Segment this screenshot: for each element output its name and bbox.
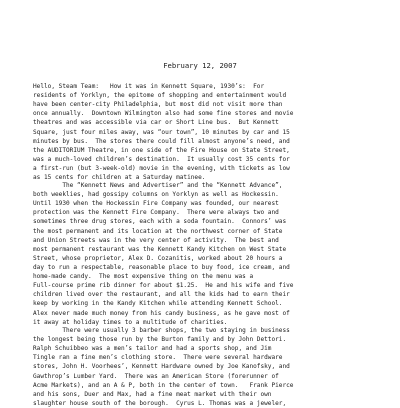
text-line: Street, whose proprietor, Alex D. Cozanitis, worked about 20 hours a: [33, 254, 283, 262]
text-line: minutes by bus. The stores there could fill almost anyone’s need, and: [33, 137, 290, 145]
text-line: sometimes three drug stores, each with a soda fountain. Connors’ was: [33, 218, 287, 226]
text-line: it away at holiday times to a multitude of charities.: [33, 318, 228, 326]
text-line: children lived over the restaurant, and all the kids had to earn their: [33, 291, 290, 299]
text-line: Ralph Schuibbeo was a men’s tailor and had a sports shop, and Jim: [33, 345, 272, 353]
text-line: Hello, Steam Team: How it was in Kennett Square, 1930’s: For: [33, 83, 265, 90]
text-line: theatres and was accessible via car or Short Line bus. But Kennett: [33, 119, 279, 127]
text-line: Acme Markets), and an A & P, both in the center of town. Frank Pierce: [33, 381, 294, 389]
text-line: the longest being those run by the Burton family and by John Dettori.: [33, 336, 287, 344]
text-line: The “Kennett News and Advertiser” and the “Kennett Advance”,: [33, 182, 283, 189]
text-line: Until 1930 when the Hockessin Fire Company was founded, our nearest: [33, 200, 279, 208]
text-line: There were usually 3 barber shops, the two staying in business: [33, 327, 290, 334]
text-line: Alex never made much money from his candy business, as he gave most of: [33, 309, 290, 317]
text-line: stores, John H. Voorhees’, Kennett Hardware owned by Joe Kanofsky, and: [33, 363, 290, 371]
text-line: the AUDITORIUM Theatre, in one side of the Fire House on State Street,: [33, 146, 290, 154]
text-line: Gawthrop’s Lumber Yard. There was an American Store (forerunner of: [33, 372, 279, 380]
text-line: have been center-city Philadelphia, but most did not visit more than: [33, 101, 283, 109]
text-line: Square, just four miles away, was “our town”, 10 minutes by car and 15: [33, 128, 290, 136]
text-line: as 15 cents for children at a Saturday matinee.: [33, 174, 206, 182]
text-line: once annually. Downtown Wilmington also had some fine stores and movie: [33, 110, 294, 118]
text-line: protection was the Kennett Fire Company. There were always two and: [33, 209, 279, 217]
text-line: home-made candy. The most expensive thing on the menu was a: [33, 273, 254, 281]
paragraph-1: [33, 82, 373, 182]
text-line: the most permanent and its location at the northwest corner of State: [33, 227, 283, 235]
text-line: residents of Yorklyn, the epitome of shopping and entertainment would: [33, 92, 287, 100]
paragraph-2: [33, 181, 373, 327]
text-line: most permanent restaurant was the Kennett Kandy Kitchen on West State: [33, 245, 287, 253]
paragraph-3: [33, 326, 373, 408]
text-line: slaughter house south of the borough. Cyrus L. Thomas was a jeweler,: [33, 399, 287, 407]
text-line: and Union Streets was in the very center of activity. The best and: [33, 236, 279, 244]
text-line: a first-run (but 3-week-old) movie in the evening, with tickets as low: [33, 164, 290, 172]
text-line: both weeklies, had gossipy columns on Yorklyn as well as Hockessin.: [33, 191, 279, 199]
text-line: day to run a respectable, reasonable place to buy food, ice cream, and: [33, 263, 290, 271]
text-line: Full-course prime rib dinner for about $1.25. He and his wife and five: [33, 282, 294, 290]
text-line: keep by working in the Kandy Kitchen while attending Kennett School.: [33, 300, 283, 308]
text-line: and his sons, Duer and Max, had a fine meat market with their own: [33, 390, 272, 398]
letter-date: February 12, 2007: [163, 61, 237, 70]
text-line: Tingle ran a fine men’s clothing store. There were several hardware: [33, 354, 283, 362]
text-line: was a much-loved children’s destination. It usually cost 35 cents for: [33, 155, 290, 163]
